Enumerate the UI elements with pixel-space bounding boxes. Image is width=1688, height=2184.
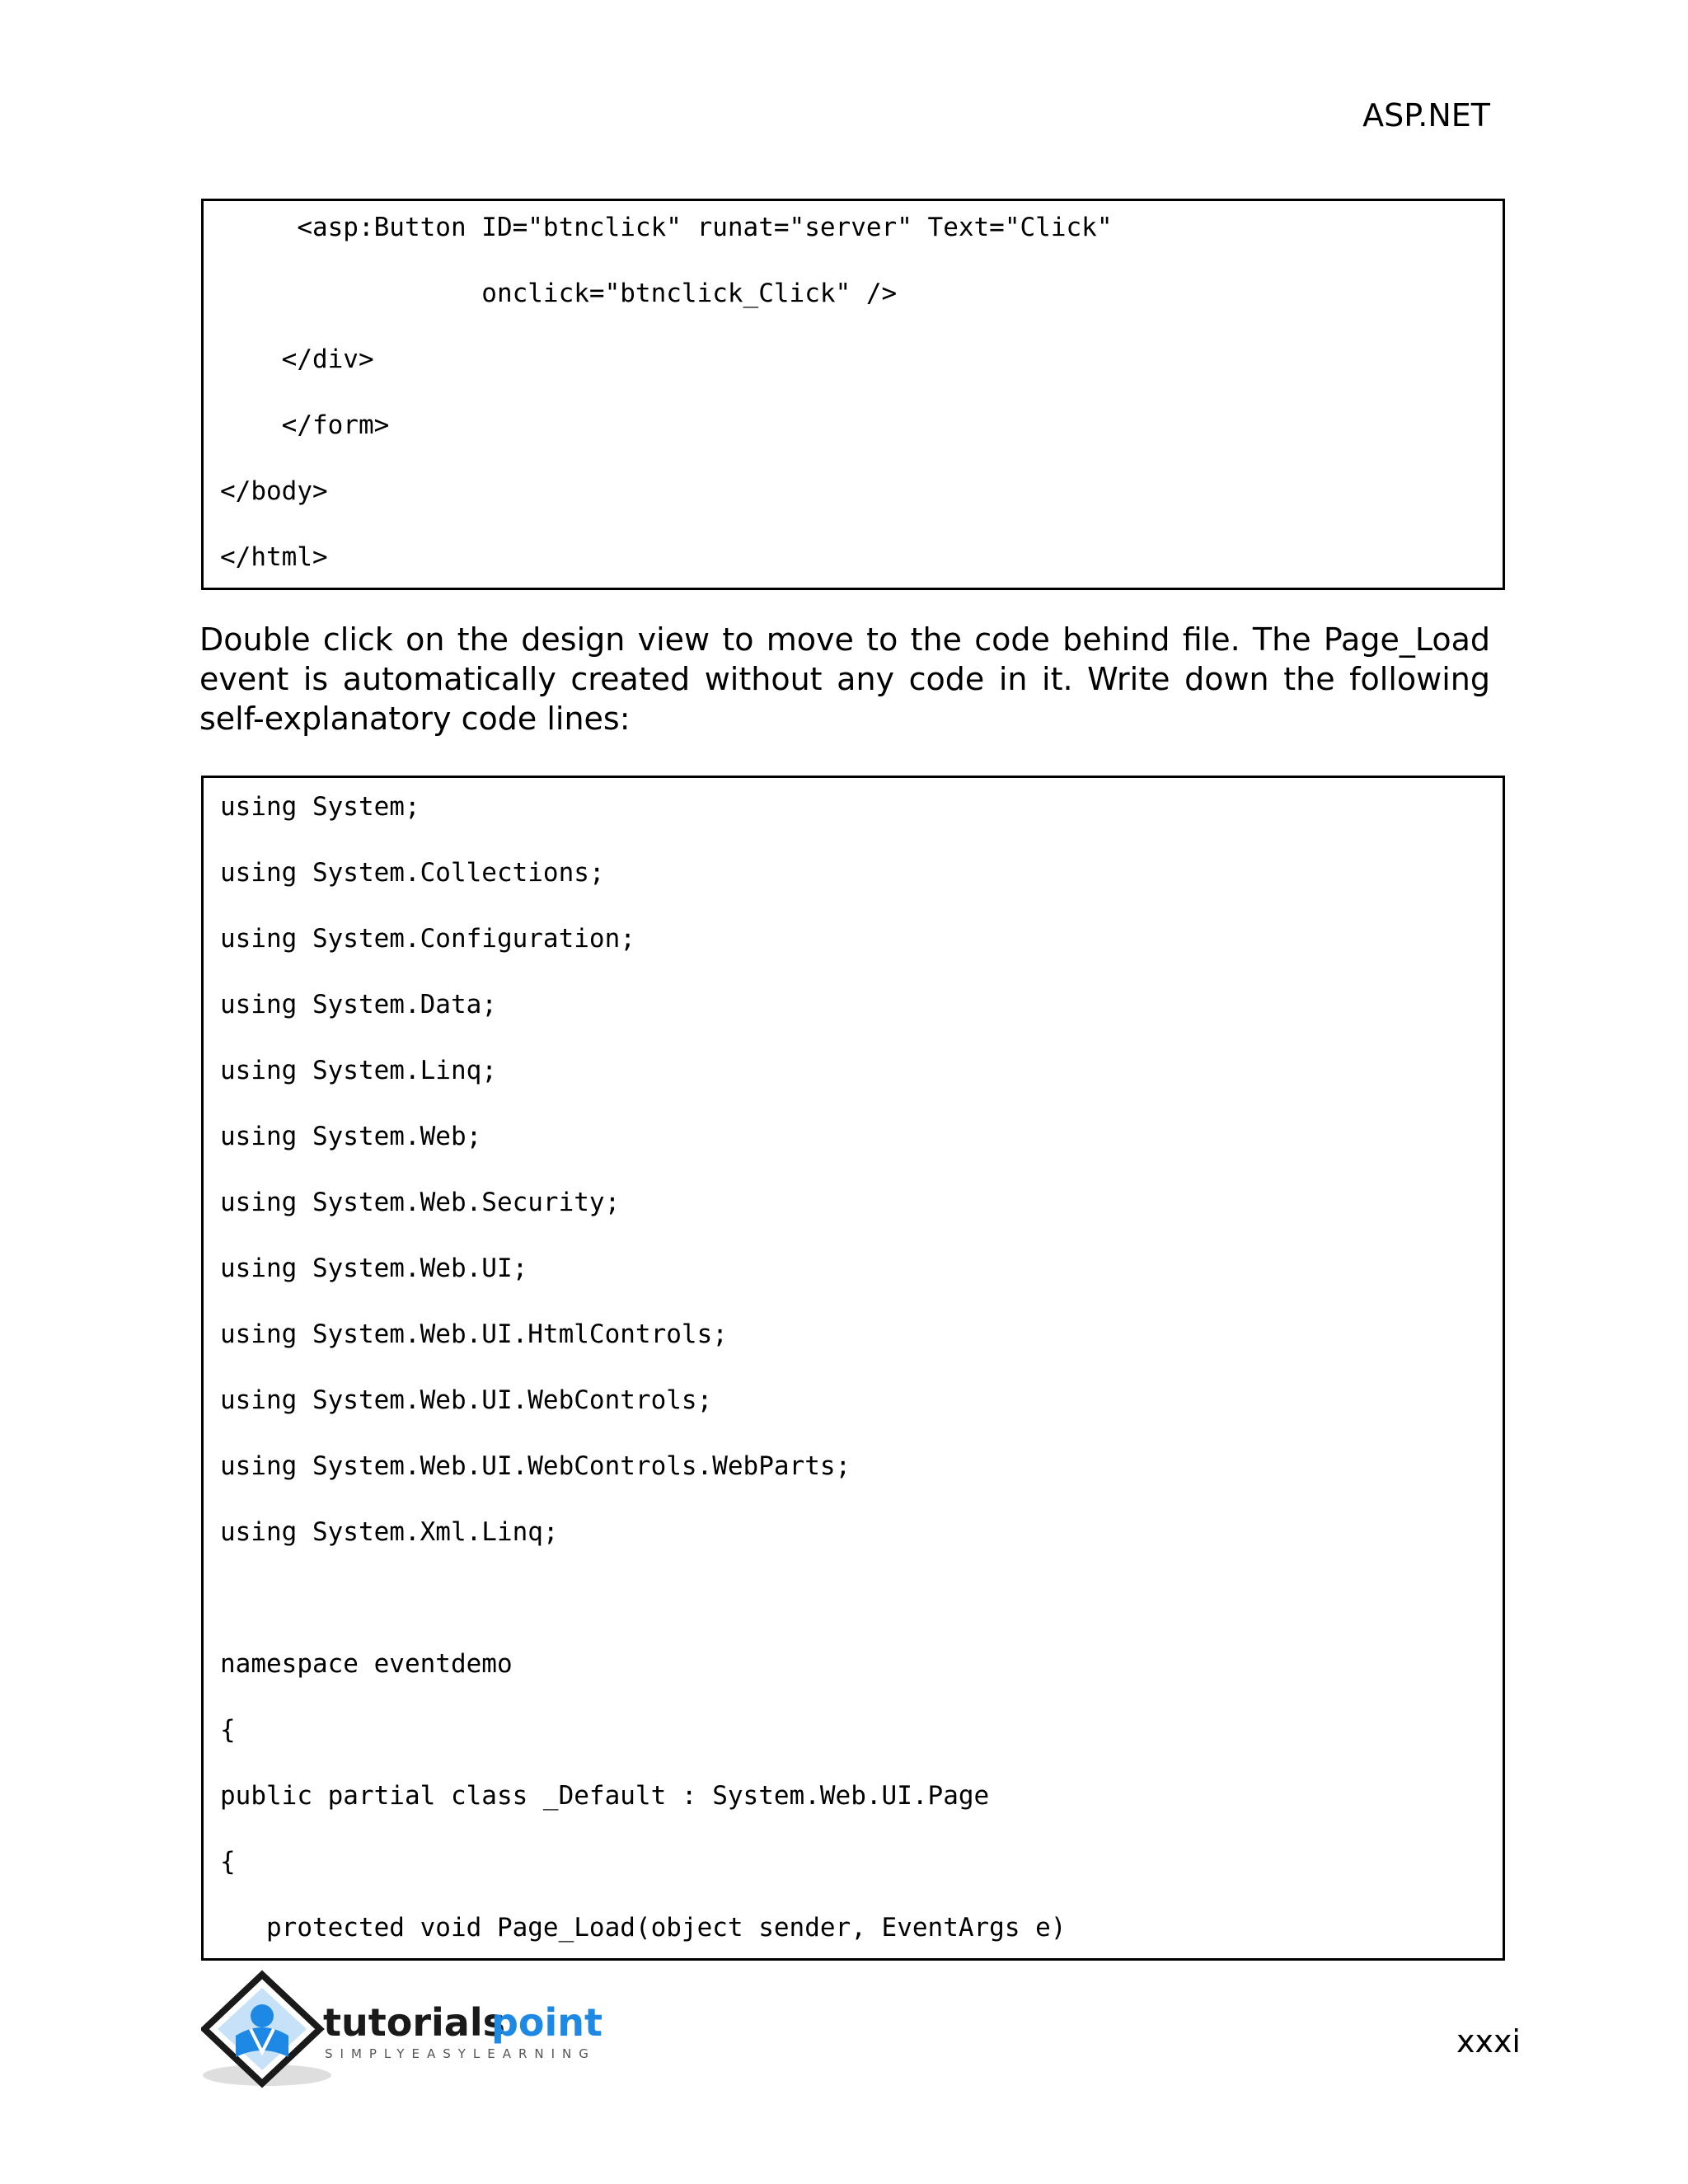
code-line: public partial class _Default : System.Web.UI.Page <box>220 1781 990 1811</box>
code-line: </body> <box>220 476 328 506</box>
code-line: using System; <box>220 792 420 822</box>
code-line: </form> <box>220 410 390 440</box>
code-line: using System.Collections; <box>220 858 605 888</box>
code-block-markup <box>201 199 1505 590</box>
code-block-csharp <box>201 776 1505 1961</box>
code-line: namespace eventdemo <box>220 1649 513 1679</box>
code-line: </div> <box>220 344 374 374</box>
code-line: onclick="btnclick_Click" /> <box>220 279 898 308</box>
code-line: using System.Web.Security; <box>220 1188 621 1217</box>
code-line: using System.Linq; <box>220 1056 497 1085</box>
code-line: using System.Web.UI.WebControls.WebParts; <box>220 1451 851 1481</box>
code-line: using System.Web; <box>220 1122 482 1151</box>
code-line: { <box>220 1715 236 1745</box>
logo-tagline: SIMPLYEASYLEARNING <box>325 2046 596 2061</box>
code-line: { <box>220 1847 236 1877</box>
code-line: using System.Web.UI.WebControls; <box>220 1385 713 1415</box>
code-line: protected void Page_Load(object sender, EventArgs e) <box>220 1913 1067 1943</box>
page-header-title: ASP.NET <box>1362 97 1490 134</box>
code-line: using System.Web.UI.HtmlControls; <box>220 1319 728 1349</box>
code-line: </html> <box>220 542 328 572</box>
page-number: xxxi <box>1456 2023 1521 2060</box>
code-line: using System.Xml.Linq; <box>220 1517 559 1547</box>
tutorialspoint-logo <box>201 1970 630 2093</box>
code-line: using System.Web.UI; <box>220 1254 528 1283</box>
logo-text-point: point <box>491 2000 603 2045</box>
body-paragraph: Double click on the design view to move to the code behind file. The Page_Load event is automatically created without any code in it. Write down the following self-explanatory code lines: <box>199 621 1490 737</box>
logo-text-tutorials: tutorials <box>323 2000 505 2045</box>
code-line: <asp:Button ID="btnclick" runat="server" Text="Click" <box>220 213 1113 242</box>
code-line: using System.Configuration; <box>220 924 635 954</box>
logo-icon <box>201 1970 630 2093</box>
code-line: using System.Data; <box>220 990 497 1019</box>
